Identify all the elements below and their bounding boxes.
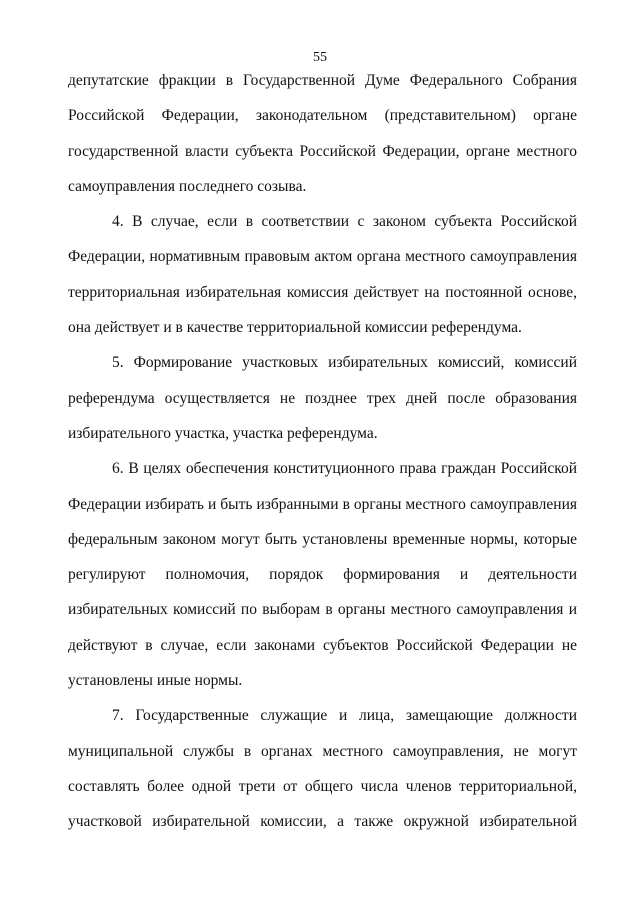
page-number: 55 [313, 50, 327, 65]
paragraph-item-5: 5. Формирование участковых избирательных комиссий, комиссий референдума осуществляется не позднее трех дней после образования избирательного участка, участка референдума. [68, 354, 577, 442]
paragraph-item-6: 6. В целях обеспечения конституционного права граждан Российской Федерации избирать и быть избранными в органы местного самоуправления федеральным законом могут быть установлены временные нормы, которые регулируют полномочия, порядок формирования и деятельности избирательных комиссий по выборам в органы местного самоуправления и действуют в случае, если законами субъектов Российской Федерации не установлены иные нормы. [68, 460, 577, 690]
paragraph-continuation: депутатские фракции в Государственной Думе Федерального Собрания Российской Федерации, законодательном (представительном) органе государственной власти субъекта Российской Федерации, органе местного самоуправления последнего созыва. [68, 72, 577, 195]
document-body [68, 63, 577, 840]
paragraph-item-7: 7. Государственные служащие и лица, замещающие должности муниципальной службы в органах местного самоуправления, не могут составлять более одной трети от общего числа членов территориальной, участковой избирательной комиссии, а также окружной избирательной [68, 707, 577, 831]
paragraph-item-4: 4. В случае, если в соответствии с законом субъекта Российской Федерации, нормативным правовым актом органа местного самоуправления территориальная избирательная комиссия действует на постоянной основе, она действует и в качестве территориальной комиссии референдума. [68, 213, 577, 337]
